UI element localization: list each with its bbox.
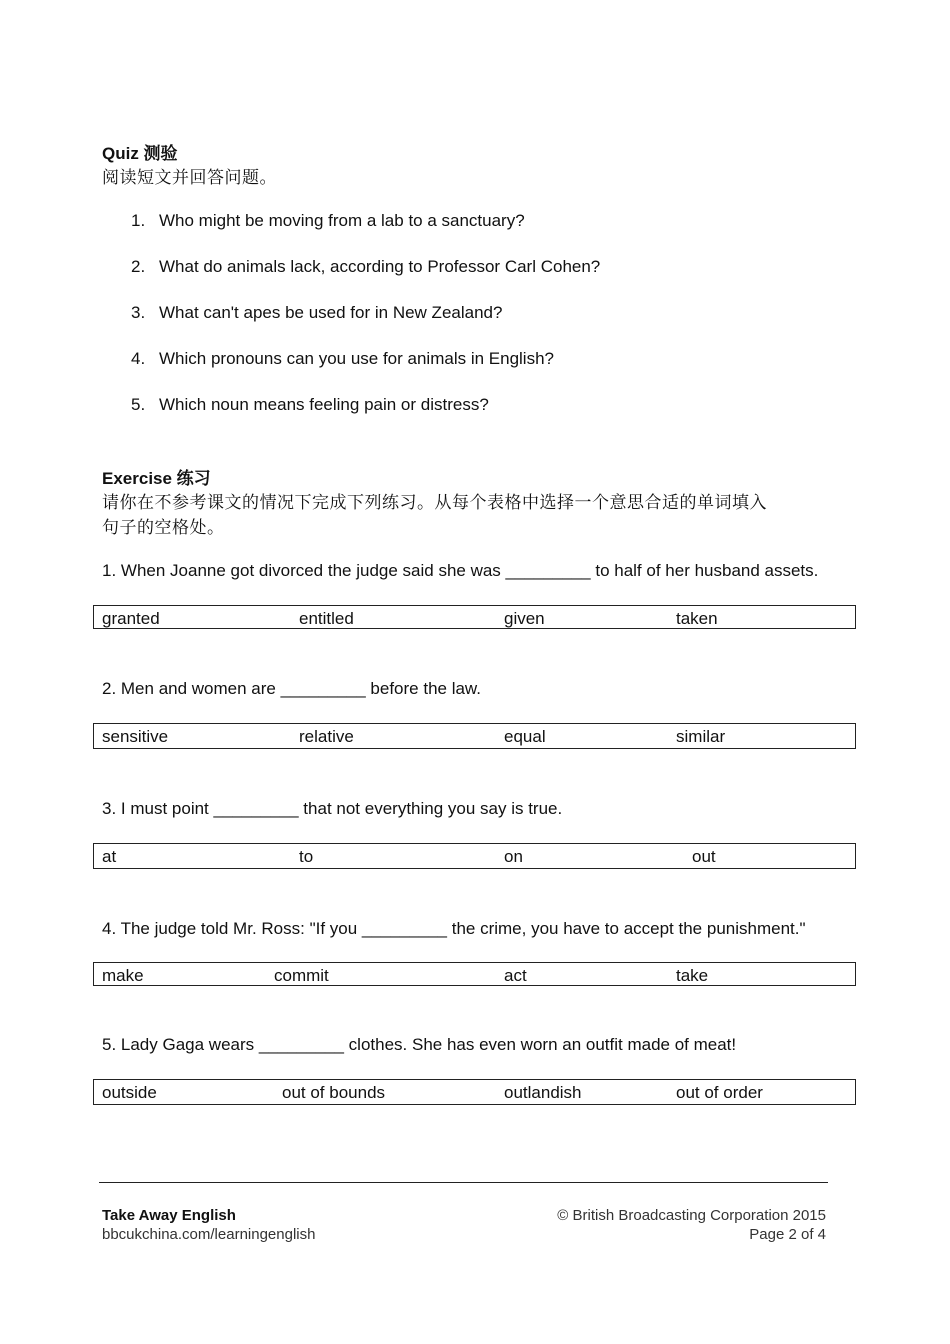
option[interactable]: given: [504, 609, 545, 628]
footer-brand: Take Away English: [102, 1207, 236, 1224]
option[interactable]: out of order: [676, 1083, 763, 1102]
quiz-title: Quiz 测验: [102, 144, 178, 163]
option[interactable]: outlandish: [504, 1083, 582, 1102]
question-number: 4.: [131, 349, 146, 368]
options-box-5: [93, 1079, 856, 1105]
exercise-instruction-line1: 请你在不参考课文的情况下完成下列练习。从每个表格中选择一个意思合适的单词填入: [102, 493, 767, 513]
footer-copyright: © British Broadcasting Corporation 2015: [557, 1207, 826, 1224]
option[interactable]: out: [692, 847, 716, 866]
option[interactable]: sensitive: [102, 727, 169, 746]
option[interactable]: equal: [504, 727, 546, 746]
question-text: Which noun means feeling pain or distress?: [159, 395, 489, 414]
quiz-instruction: 阅读短文并回答问题。: [102, 168, 277, 188]
question-number: 5.: [131, 395, 146, 414]
option[interactable]: make: [102, 966, 144, 985]
footer-url[interactable]: bbcukchina.com/learningenglish: [102, 1226, 316, 1243]
question-number: 3.: [131, 303, 146, 322]
exercise-instruction-line2: 句子的空格处。: [102, 518, 225, 538]
footer-divider: [99, 1182, 828, 1183]
footer-page-number: Page 2 of 4: [749, 1226, 826, 1243]
exercise-sentence-3: 3. I must point _________ that not everything you say is true.: [102, 799, 563, 818]
exercise-sentence-2: 2. Men and women are _________ before the law.: [102, 679, 481, 698]
option[interactable]: relative: [299, 727, 354, 746]
option[interactable]: outside: [102, 1083, 157, 1102]
option[interactable]: commit: [274, 966, 329, 985]
options-box-2: [93, 723, 856, 749]
option[interactable]: granted: [102, 609, 160, 628]
option[interactable]: act: [504, 966, 527, 985]
exercise-sentence-1: 1. When Joanne got divorced the judge said she was _________ to half of her husband assets.: [102, 561, 819, 580]
question-text: What can't apes be used for in New Zealand?: [159, 303, 503, 322]
exercise-sentence-5: 5. Lady Gaga wears _________ clothes. She has even worn an outfit made of meat!: [102, 1035, 737, 1054]
option[interactable]: entitled: [299, 609, 354, 628]
option[interactable]: at: [102, 847, 117, 866]
options-box-1: [93, 605, 856, 629]
question-number: 1.: [131, 211, 146, 230]
question-text: What do animals lack, according to Professor Carl Cohen?: [159, 257, 601, 276]
exercise-sentence-4: 4. The judge told Mr. Ross: "If you _________ the crime, you have to accept the punishment.": [102, 919, 806, 938]
question-text: Who might be moving from a lab to a sanctuary?: [159, 211, 525, 230]
option[interactable]: on: [504, 847, 523, 866]
option[interactable]: taken: [676, 609, 718, 628]
question-number: 2.: [131, 257, 146, 276]
option[interactable]: take: [676, 966, 709, 985]
question-text: Which pronouns can you use for animals in English?: [159, 349, 554, 368]
option[interactable]: out of bounds: [282, 1083, 386, 1102]
options-box-3: [93, 843, 856, 869]
exercise-title: Exercise 练习: [102, 469, 211, 488]
option[interactable]: to: [299, 847, 314, 866]
option[interactable]: similar: [676, 727, 726, 746]
options-box-4: [93, 962, 856, 986]
